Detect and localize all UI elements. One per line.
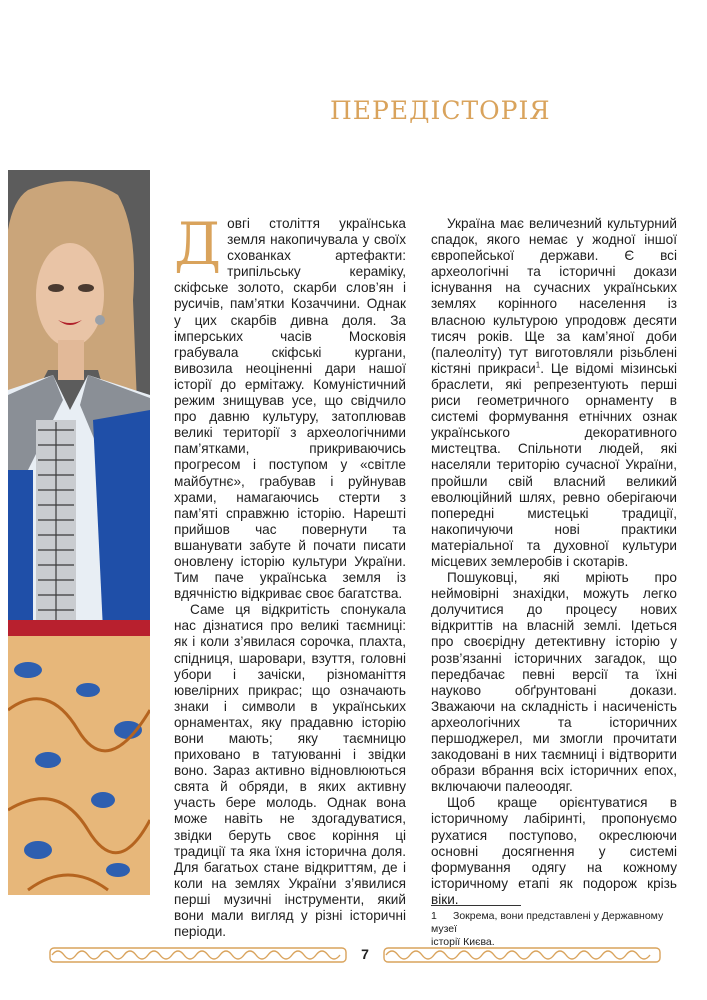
right-text-column xyxy=(431,216,677,908)
left-text-column xyxy=(174,210,406,940)
paragraph: Саме ця відкритість спонукала нас дізнатися про великі таємниці: як і коли з’явилася сорочка, плахта, спідниця, шаровари, взуття, головні убори і зачіски, різноманіття ювелірних прикрас; що означають знаки і символи в українських орнаментах, яку прадавню історію вони мають; яку таємницю приховано в татуюванні і звідки воно. Зараз активно відновлюються свята й обряди, в яких активну участь бере молодь. Однак вона може навіть не здогадуватися, звідки беруть своє коріння ці традиції та яка їхня історична доля. Для багатьох стане відкриттям, де і коли на землях України з’явилися перші музичні інструменти, який вони мали вигляд у різні історичні періоди. xyxy=(174,602,406,940)
page-title: ПЕРЕДІСТОРІЯ xyxy=(330,96,551,125)
paragraph: Пошуковці, які мріють про неймовірні знахідки, можуть легко долучитися до процесу нових відкриттів на власній землі. Ідеться про своєрідну детективну історію у розв’язанні історичних загадок, що передбачає певні версії та їхні науково обґрунтовані докази. Зважаючи на складність і насиченість археологічних та історичних першоджерел, ми змогли прочитати закодовані в них таємниці і відтворити образи вбрання всіх історичних епох, включаючи палеоодяг. xyxy=(431,570,677,795)
footnote-divider xyxy=(431,905,521,906)
paragraph-text: овгі століття українська земля накопичувала у своїх схованках артефакти: трипільську кераміку, скіфське золото, скарби слов’ян і русичів, пам’ятки Козаччини. Однак у цих скарбів дивна доля. За імперських часів Московія грабувала скіфські кургани, вивозила неоціненні дари нашої історії до ермітажу. Комуністичний режим знищував усе, що свідчило про давню культуру, затоплював великі території з археологічними пам’ятками, прикриваючись прогресом і поступом у «світле майбутнє», грабував і руйнував храми, намагаючись стерти з пам’яті справжню історію. Нарешті прийшов час повернути та вшанувати забуте й почати писати оновлену історію культури України. Тим паче українська земля із вдячністю відкриває своє багатства. xyxy=(174,216,406,602)
footnote-ref[interactable]: 1 xyxy=(535,360,541,370)
footnote xyxy=(431,910,677,949)
ornament-border-left xyxy=(48,945,348,965)
ornament-border-right xyxy=(382,945,662,965)
paragraph: Щоб краще орієнтуватися в історичному лабіринті, пропонуємо рухатися поступово, окреслюючи основні досягнення у системі формування одягу на кожному історичному етапі як подорож крізь віки. xyxy=(431,795,677,907)
footnote-number: 1 xyxy=(431,910,437,922)
footnote-text-line2: історії Києва. xyxy=(431,936,495,948)
footnote-text-line1: Зокрема, вони представлені у Державному музеї xyxy=(431,910,664,935)
paragraph xyxy=(431,216,677,570)
paragraph-text: . Це відомі мізинські браслети, які репрезентують перші риси геометричного орнаменту в системі формування етнічних ознак українського декоративного мистецтва. Спільноти людей, які населяли територію сучасної України, пройшли свій власний великий еволюційний шлях, ревно оберігаючи попередні мистецькі традиції, накопичуючи нові практики матеріальної та духовної культури місцевих землеробів і скотарів. xyxy=(431,360,677,569)
page-number: 7 xyxy=(361,946,369,962)
woman-embroidered-shirt-illustration xyxy=(8,170,150,895)
paragraph-text: Україна має величезний культурний спадок, якого немає у жодної іншої європейської держави. Є всі археологічні та історичні докази існування на сучасних українських землях корінного населення із власною культурою упродовж десяти тисяч років. Ще за кам’яної доби (палеоліту) тут виготовляли різьблені кістяні прикраси xyxy=(431,216,677,376)
paragraph xyxy=(174,210,406,602)
drop-cap: Д xyxy=(174,210,222,278)
